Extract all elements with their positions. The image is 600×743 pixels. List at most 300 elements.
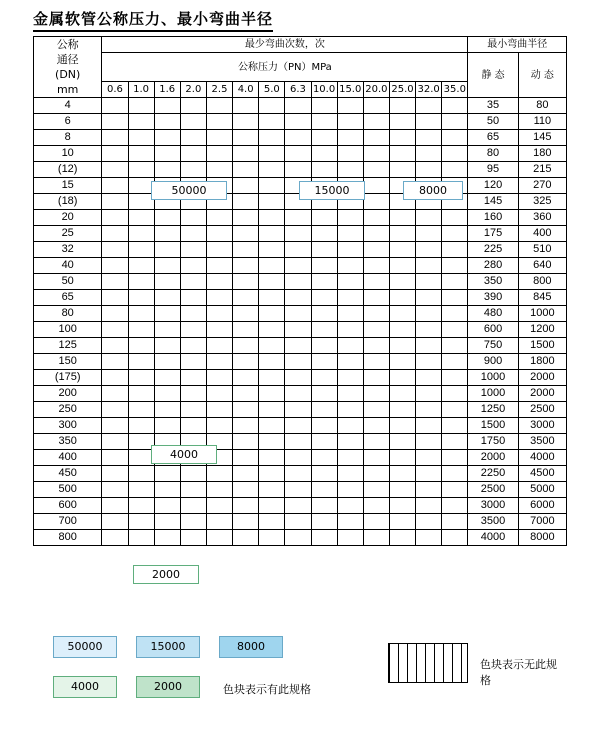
dynamic-radius-cell: 2000 <box>518 386 566 402</box>
spec-cell <box>128 498 154 514</box>
spec-cell <box>102 242 128 258</box>
spec-cell <box>311 434 337 450</box>
spec-cell <box>389 322 415 338</box>
spec-cell <box>442 370 468 386</box>
spec-cell <box>389 402 415 418</box>
static-radius-cell: 2000 <box>468 450 518 466</box>
spec-cell <box>389 242 415 258</box>
spec-cell <box>259 370 285 386</box>
dynamic-radius-cell: 80 <box>518 98 566 114</box>
spec-cell <box>154 98 180 114</box>
spec-cell <box>259 194 285 210</box>
legend-item-15000 <box>136 636 200 658</box>
page-title: 金属软管公称压力、最小弯曲半径 <box>33 10 274 28</box>
spec-cell <box>102 194 128 210</box>
spec-cell <box>416 514 442 530</box>
spec-cell <box>259 386 285 402</box>
spec-cell <box>206 402 232 418</box>
table-row <box>34 370 567 386</box>
spec-cell <box>102 354 128 370</box>
spec-cell <box>416 274 442 290</box>
table-row <box>34 306 567 322</box>
spec-cell <box>128 354 154 370</box>
table-row <box>34 450 567 466</box>
spec-cell <box>311 274 337 290</box>
spec-cell <box>259 258 285 274</box>
pressure-col-header: 10.0 <box>311 82 337 98</box>
dn-cell: 450 <box>34 466 102 482</box>
dynamic-radius-cell: 3000 <box>518 418 566 434</box>
spec-cell <box>180 418 206 434</box>
spec-cell <box>233 418 259 434</box>
table-row <box>34 114 567 130</box>
dn-cell: (12) <box>34 162 102 178</box>
dn-cell: 80 <box>34 306 102 322</box>
spec-cell <box>442 98 468 114</box>
spec-cell <box>233 162 259 178</box>
static-radius-cell: 80 <box>468 146 518 162</box>
static-radius-cell: 750 <box>468 338 518 354</box>
dn-cell: 8 <box>34 130 102 146</box>
spec-cell <box>363 530 389 546</box>
spec-cell <box>363 98 389 114</box>
legend-swatch-50000: 50000 <box>53 636 117 658</box>
spec-cell <box>416 370 442 386</box>
spec-cell <box>259 482 285 498</box>
spec-cell <box>102 434 128 450</box>
dynamic-radius-cell: 1200 <box>518 322 566 338</box>
static-radius-cell: 390 <box>468 290 518 306</box>
spec-cell <box>102 274 128 290</box>
dn-header-line4: mm <box>56 83 79 96</box>
dynamic-radius-cell: 360 <box>518 210 566 226</box>
pressure-col-header: 32.0 <box>416 82 442 98</box>
dn-cell: 100 <box>34 322 102 338</box>
static-radius-cell: 480 <box>468 306 518 322</box>
spec-cell <box>259 290 285 306</box>
spec-cell <box>206 354 232 370</box>
spec-cell <box>102 306 128 322</box>
dn-header-cell <box>34 37 102 98</box>
spec-cell <box>180 210 206 226</box>
spec-cell <box>233 274 259 290</box>
spec-cell <box>416 338 442 354</box>
pressure-col-header: 2.0 <box>180 82 206 98</box>
spec-cell <box>311 498 337 514</box>
spec-cell <box>416 354 442 370</box>
spec-cell <box>337 530 363 546</box>
table-row <box>34 338 567 354</box>
spec-cell <box>389 434 415 450</box>
spec-cell <box>363 322 389 338</box>
spec-cell <box>285 210 311 226</box>
static-radius-cell: 1500 <box>468 418 518 434</box>
spec-cell <box>233 530 259 546</box>
spec-cell <box>311 450 337 466</box>
spec-cell <box>233 466 259 482</box>
spec-cell <box>285 498 311 514</box>
spec-cell <box>259 530 285 546</box>
spec-cell <box>233 306 259 322</box>
overlay-label: 4000 <box>151 445 217 464</box>
spec-cell <box>233 354 259 370</box>
spec-cell <box>285 258 311 274</box>
table-row <box>34 210 567 226</box>
legend-swatch-15000: 15000 <box>136 636 200 658</box>
spec-cell <box>102 466 128 482</box>
spec-cell <box>180 322 206 338</box>
spec-cell <box>128 258 154 274</box>
spec-cell <box>259 338 285 354</box>
spec-cell <box>285 514 311 530</box>
spec-cell <box>102 210 128 226</box>
spec-cell <box>337 146 363 162</box>
spec-cell <box>285 402 311 418</box>
dn-cell: 4 <box>34 98 102 114</box>
spec-cell <box>442 146 468 162</box>
spec-cell <box>180 514 206 530</box>
spec-cell <box>206 258 232 274</box>
spec-cell <box>154 274 180 290</box>
spec-cell <box>180 306 206 322</box>
spec-cell <box>337 114 363 130</box>
spec-cell <box>416 226 442 242</box>
table-row <box>34 258 567 274</box>
spec-cell <box>363 162 389 178</box>
spec-cell <box>311 290 337 306</box>
spec-cell <box>337 258 363 274</box>
dynamic-radius-cell: 5000 <box>518 482 566 498</box>
table-row <box>34 162 567 178</box>
spec-cell <box>389 130 415 146</box>
overlay-label: 50000 <box>151 181 227 200</box>
spec-cell <box>180 114 206 130</box>
spec-cell <box>442 210 468 226</box>
spec-cell <box>128 146 154 162</box>
spec-cell <box>442 322 468 338</box>
spec-cell <box>128 418 154 434</box>
spec-cell <box>154 482 180 498</box>
spec-cell <box>337 402 363 418</box>
spec-cell <box>233 258 259 274</box>
spec-cell <box>102 418 128 434</box>
spec-cell <box>337 210 363 226</box>
spec-cell <box>285 338 311 354</box>
spec-cell <box>442 162 468 178</box>
spec-cell <box>206 370 232 386</box>
spec-cell <box>180 338 206 354</box>
legend-item-50000 <box>53 636 117 658</box>
spec-cell <box>102 162 128 178</box>
spec-cell <box>363 226 389 242</box>
pressure-col-header: 4.0 <box>233 82 259 98</box>
spec-cell <box>128 114 154 130</box>
spec-cell <box>285 386 311 402</box>
spec-cell <box>233 370 259 386</box>
static-radius-cell: 2250 <box>468 466 518 482</box>
static-radius-cell: 350 <box>468 274 518 290</box>
spec-cell <box>442 386 468 402</box>
spec-cell <box>442 258 468 274</box>
dynamic-radius-cell: 8000 <box>518 530 566 546</box>
dynamic-radius-cell: 800 <box>518 274 566 290</box>
spec-cell <box>180 130 206 146</box>
spec-cell <box>180 386 206 402</box>
spec-cell <box>416 498 442 514</box>
spec-cell <box>363 514 389 530</box>
spec-cell <box>363 178 389 194</box>
dynamic-radius-cell: 145 <box>518 130 566 146</box>
spec-cell <box>442 274 468 290</box>
table-row <box>34 130 567 146</box>
spec-cell <box>233 146 259 162</box>
spec-cell <box>416 290 442 306</box>
spec-cell <box>154 242 180 258</box>
spec-cell <box>154 514 180 530</box>
dn-cell: 50 <box>34 274 102 290</box>
spec-cell <box>363 146 389 162</box>
spec-cell <box>311 98 337 114</box>
spec-cell <box>389 338 415 354</box>
dn-cell: 200 <box>34 386 102 402</box>
table-row <box>34 498 567 514</box>
spec-cell <box>259 306 285 322</box>
spec-cell <box>128 242 154 258</box>
spec-cell <box>180 226 206 242</box>
spec-cell <box>337 290 363 306</box>
spec-cell <box>442 354 468 370</box>
spec-cell <box>363 242 389 258</box>
pressure-col-header: 6.3 <box>285 82 311 98</box>
spec-cell <box>128 130 154 146</box>
dn-cell: 65 <box>34 290 102 306</box>
spec-cell <box>154 338 180 354</box>
table-header <box>34 37 567 98</box>
static-radius-cell: 160 <box>468 210 518 226</box>
spec-cell <box>363 370 389 386</box>
spec-cell <box>259 418 285 434</box>
spec-cell <box>389 466 415 482</box>
legend-color-note: 色块表示有此规格 <box>223 683 311 696</box>
legend-item-4000 <box>53 676 117 698</box>
spec-cell <box>285 370 311 386</box>
spec-cell <box>311 370 337 386</box>
spec-cell <box>442 530 468 546</box>
spec-cell <box>154 162 180 178</box>
table-row <box>34 402 567 418</box>
spec-cell <box>311 322 337 338</box>
spec-cell <box>363 354 389 370</box>
spec-cell <box>442 338 468 354</box>
spec-cell <box>233 402 259 418</box>
spec-cell <box>285 162 311 178</box>
spec-cell <box>311 482 337 498</box>
dn-cell: (18) <box>34 194 102 210</box>
spec-cell <box>363 418 389 434</box>
spec-cell <box>442 226 468 242</box>
spec-cell <box>154 354 180 370</box>
spec-cell <box>259 162 285 178</box>
spec-cell <box>285 450 311 466</box>
spec-cell <box>128 162 154 178</box>
static-radius-cell: 900 <box>468 354 518 370</box>
spec-cell <box>337 434 363 450</box>
spec-cell <box>363 290 389 306</box>
spec-cell <box>259 226 285 242</box>
spec-cell <box>337 354 363 370</box>
table-row <box>34 482 567 498</box>
spec-cell <box>363 114 389 130</box>
spec-cell <box>363 498 389 514</box>
spec-cell <box>337 226 363 242</box>
spec-cell <box>389 498 415 514</box>
spec-cell <box>180 354 206 370</box>
spec-cell <box>233 98 259 114</box>
spec-cell <box>154 322 180 338</box>
spec-cell <box>233 338 259 354</box>
spec-cell <box>285 482 311 498</box>
spec-cell <box>311 354 337 370</box>
dynamic-radius-cell: 325 <box>518 194 566 210</box>
static-radius-cell: 95 <box>468 162 518 178</box>
spec-cell <box>128 466 154 482</box>
spec-cell <box>259 450 285 466</box>
spec-cell <box>442 114 468 130</box>
spec-cell <box>128 210 154 226</box>
spec-cell <box>102 226 128 242</box>
bend-radius-header: 最小弯曲半径 <box>468 37 567 53</box>
spec-cell <box>311 146 337 162</box>
spec-cell <box>285 306 311 322</box>
spec-table-wrapper <box>33 36 567 581</box>
spec-cell <box>416 242 442 258</box>
spec-cell <box>102 482 128 498</box>
dn-header-line1: 公称 <box>56 38 79 51</box>
spec-cell <box>442 130 468 146</box>
spec-cell <box>154 130 180 146</box>
spec-cell <box>102 114 128 130</box>
spec-cell <box>259 274 285 290</box>
spec-cell <box>285 466 311 482</box>
spec-cell <box>128 338 154 354</box>
spec-cell <box>206 290 232 306</box>
pressure-col-header: 35.0 <box>442 82 468 98</box>
spec-cell <box>416 98 442 114</box>
dynamic-radius-cell: 4000 <box>518 450 566 466</box>
table-row <box>34 146 567 162</box>
spec-cell <box>389 370 415 386</box>
pressure-col-header: 1.6 <box>154 82 180 98</box>
static-radius-cell: 1750 <box>468 434 518 450</box>
spec-cell <box>102 386 128 402</box>
spec-cell <box>128 306 154 322</box>
static-radius-cell: 50 <box>468 114 518 130</box>
spec-cell <box>128 402 154 418</box>
spec-cell <box>337 338 363 354</box>
spec-cell <box>389 114 415 130</box>
spec-cell <box>206 114 232 130</box>
static-radius-cell: 145 <box>468 194 518 210</box>
dn-cell: 25 <box>34 226 102 242</box>
spec-cell <box>154 418 180 434</box>
spec-cell <box>128 482 154 498</box>
spec-cell <box>206 466 232 482</box>
spec-cell <box>311 514 337 530</box>
spec-cell <box>442 434 468 450</box>
spec-cell <box>389 306 415 322</box>
spec-cell <box>337 466 363 482</box>
spec-cell <box>102 370 128 386</box>
spec-cell <box>206 98 232 114</box>
pressure-col-header: 15.0 <box>337 82 363 98</box>
spec-cell <box>180 242 206 258</box>
spec-cell <box>154 226 180 242</box>
spec-cell <box>180 274 206 290</box>
pressure-col-header: 20.0 <box>363 82 389 98</box>
spec-cell <box>311 210 337 226</box>
table-body <box>34 98 567 546</box>
static-radius-cell: 2500 <box>468 482 518 498</box>
spec-cell <box>233 290 259 306</box>
spec-cell <box>337 322 363 338</box>
spec-cell <box>154 210 180 226</box>
dn-cell: 350 <box>34 434 102 450</box>
spec-cell <box>389 98 415 114</box>
spec-cell <box>206 338 232 354</box>
table-row <box>34 530 567 546</box>
spec-cell <box>442 242 468 258</box>
spec-cell <box>363 258 389 274</box>
table-row <box>34 322 567 338</box>
spec-cell <box>337 274 363 290</box>
spec-cell <box>206 130 232 146</box>
dn-cell: 6 <box>34 114 102 130</box>
pressure-col-header: 0.6 <box>102 82 128 98</box>
spec-cell <box>206 162 232 178</box>
overlay-label: 2000 <box>133 565 199 584</box>
spec-cell <box>233 114 259 130</box>
spec-cell <box>285 418 311 434</box>
spec-cell <box>363 482 389 498</box>
spec-cell <box>442 402 468 418</box>
spec-cell <box>389 162 415 178</box>
spec-cell <box>416 402 442 418</box>
spec-cell <box>442 418 468 434</box>
overlay-label: 15000 <box>299 181 365 200</box>
overlay-label: 8000 <box>403 181 463 200</box>
spec-cell <box>154 498 180 514</box>
spec-cell <box>259 514 285 530</box>
spec-cell <box>259 114 285 130</box>
static-radius-cell: 3000 <box>468 498 518 514</box>
spec-cell <box>259 146 285 162</box>
spec-cell <box>389 354 415 370</box>
spec-cell <box>259 322 285 338</box>
spec-cell <box>154 258 180 274</box>
pressure-col-header: 1.0 <box>128 82 154 98</box>
spec-cell <box>337 370 363 386</box>
spec-cell <box>311 418 337 434</box>
spec-table <box>33 36 567 546</box>
spec-cell <box>363 194 389 210</box>
spec-cell <box>233 178 259 194</box>
dn-cell: (175) <box>34 370 102 386</box>
spec-cell <box>389 514 415 530</box>
dn-header-line3: (DN) <box>55 68 81 81</box>
spec-cell <box>389 226 415 242</box>
spec-cell <box>389 274 415 290</box>
spec-cell <box>233 194 259 210</box>
